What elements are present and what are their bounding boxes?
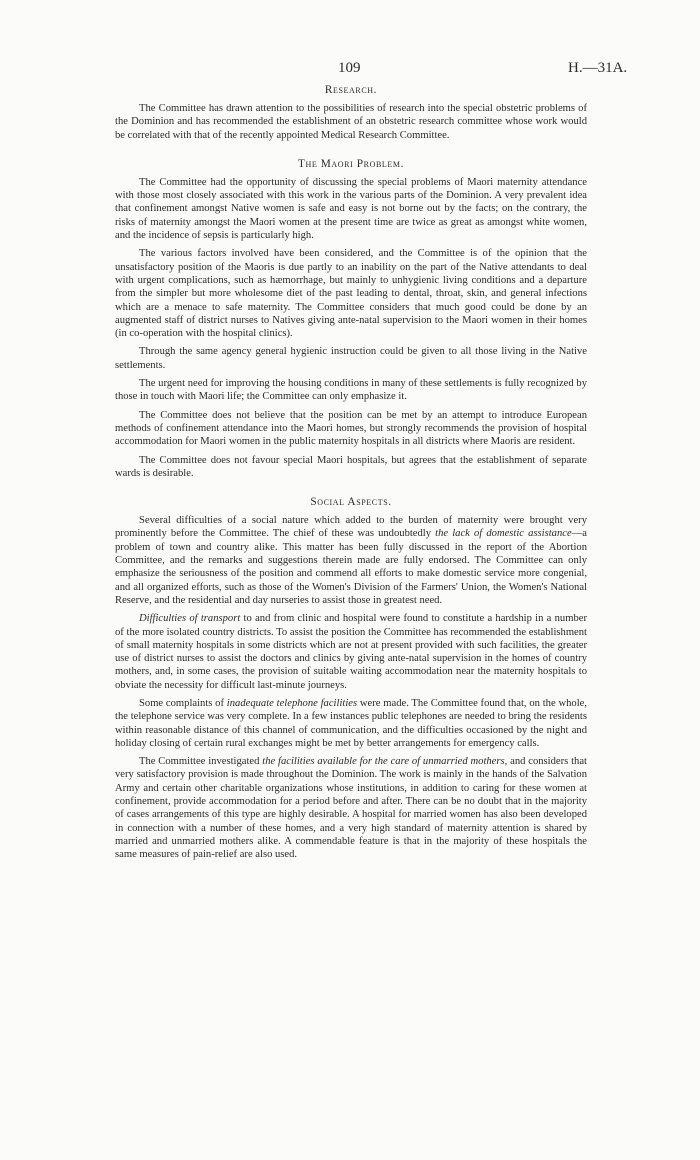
italic-phrase: inadequate telephone facilities: [226, 697, 358, 709]
text-run: were made. The Committee found that, on the whole, the telephone service was very complete. In a few instances public telephones are needed to bring the residents within reasonable distance of this channel of communication, and the difficulties occasioned by the night and holiday closing of certain rural exchanges might be met by better arrangements for emergency calls.: [115, 697, 588, 749]
maori-paragraph-3: Through the same agency general hygienic instruction could be given to all those living in the Native settlements.: [115, 346, 587, 371]
italic-phrase: the facilities available for the care of unmarried mothers: [262, 756, 505, 768]
research-paragraph: The Committee has drawn attention to the possibilities of research into the special obstetric problems of the Dominion and has recommended the establishment of an obstetric research committee whose work would be correlated with that of the recently appointed Medical Research Committee.: [115, 103, 587, 141]
social-paragraph-transport: [115, 612, 587, 692]
maori-paragraph-2: The various factors involved have been considered, and the Committee is of the opinion that the unsatisfactory position of the Maoris is due partly to an inability on the part of the Native attendants to deal with urgent complications, such as hæmorrhage, but mainly to unhygienic living conditions and a departure from the simpler but more wholesome diet of the past leading to dental, throat, skin, and general infections which are a menace to safe maternity. The Committee considers that much good could be done by an augmented staff of district nurses to Natives giving ante-natal supervision to the Maori women in their homes (in co-operation with the hospital clinics).: [115, 248, 587, 340]
text-run: Some complaints of: [139, 697, 227, 709]
maori-paragraph-4: The urgent need for improving the housing conditions in many of these settlements is fully recognized by those in touch with Maori life; the Committee can only emphasize it.: [115, 378, 587, 403]
research-heading: Research.: [324, 84, 378, 96]
social-paragraph-domestic: [115, 514, 587, 607]
maori-problem-heading: The Maori Problem.: [297, 157, 405, 170]
social-paragraph-unmarried-mothers: [115, 755, 587, 861]
social-aspects-heading: Social Aspects.: [310, 496, 392, 509]
text-run: The Committee investigated: [139, 756, 263, 768]
page-body: [115, 84, 587, 862]
text-run: —a problem of town and country alike. This matter has been fully discussed in the report of the Abortion Committee, and the remarks and suggestions therein made are fully endorsed. The Committee can only emphasize the seriousness of the position and commend all efforts to make domestic service more congenial, and all organized efforts, such as those of the Women's Division of the Farmers' Union, the Women's National Reserve, and the residential and day nurseries to assist those in greatest need.: [115, 528, 587, 606]
text-run: , and considers that very satisfactory provision is made throughout the Dominion. The work is mainly in the hands of the Salvation Army and certain other charitable organizations whose institutions, in addition to caring for these women at confinement, provide accommodation for a period before and after. There can be no doubt that in the majority of cases arrangements of this type are highly desirable. A hospital for married women has also been developed in connection with a number of these homes, and a very high standard of maternity attention is shared by married and unmarried mothers alike. A commendable feature is that in the majority of these hospitals the same measures of pain-relief are also used.: [115, 756, 587, 861]
text-run: Several difficulties of a social nature which added to the burden of maternity were brought very prominently before the Committee. The chief of these was undoubtedly: [115, 515, 587, 540]
page-number: 109: [338, 60, 361, 76]
document-reference: H.—31A.: [568, 60, 628, 76]
maori-paragraph-5: The Committee does not believe that the position can be met by an attempt to introduce European methods of confinement attendance into the Maori homes, but strongly recommends the provision of hospital accommodation for Maori women in the public maternity hospitals in all districts where Maoris are resident.: [115, 409, 587, 448]
maori-paragraph-1: The Committee had the opportunity of discussing the special problems of Maori maternity attendance with those most closely associated with this work in the various parts of the Dominion. A very prevalent idea that confinement amongst Native women is safe and easy is not borne out by the facts; on the contrary, the risks of maternity amongst the Maori women at the present time are twice as great as amongst white women, and the incidence of sepsis is particularly high.: [115, 176, 587, 242]
maori-paragraph-6: The Committee does not favour special Maori hospitals, but agrees that the establishment of separate wards is desirable.: [115, 454, 587, 479]
text-run: to and from clinic and hospital were found to constitute a hardship in a number of the more isolated country districts. To assist the position the Committee has recommended the establishment of small maternity hospitals in some districts which are not at present provided with such facilities, the greater use of district nurses to assist the doctors and clinics by giving ante-natal supervision in the homes of country mothers, and, in some cases, the provision of suitable waiting accommodation near the maternity hospitals to obviate the necessity for difficult last-minute journeys.: [115, 613, 587, 691]
italic-phrase: Difficulties of transport: [139, 613, 241, 625]
social-paragraph-telephone: [115, 697, 587, 750]
italic-phrase: the lack of domestic assistance: [435, 528, 572, 540]
